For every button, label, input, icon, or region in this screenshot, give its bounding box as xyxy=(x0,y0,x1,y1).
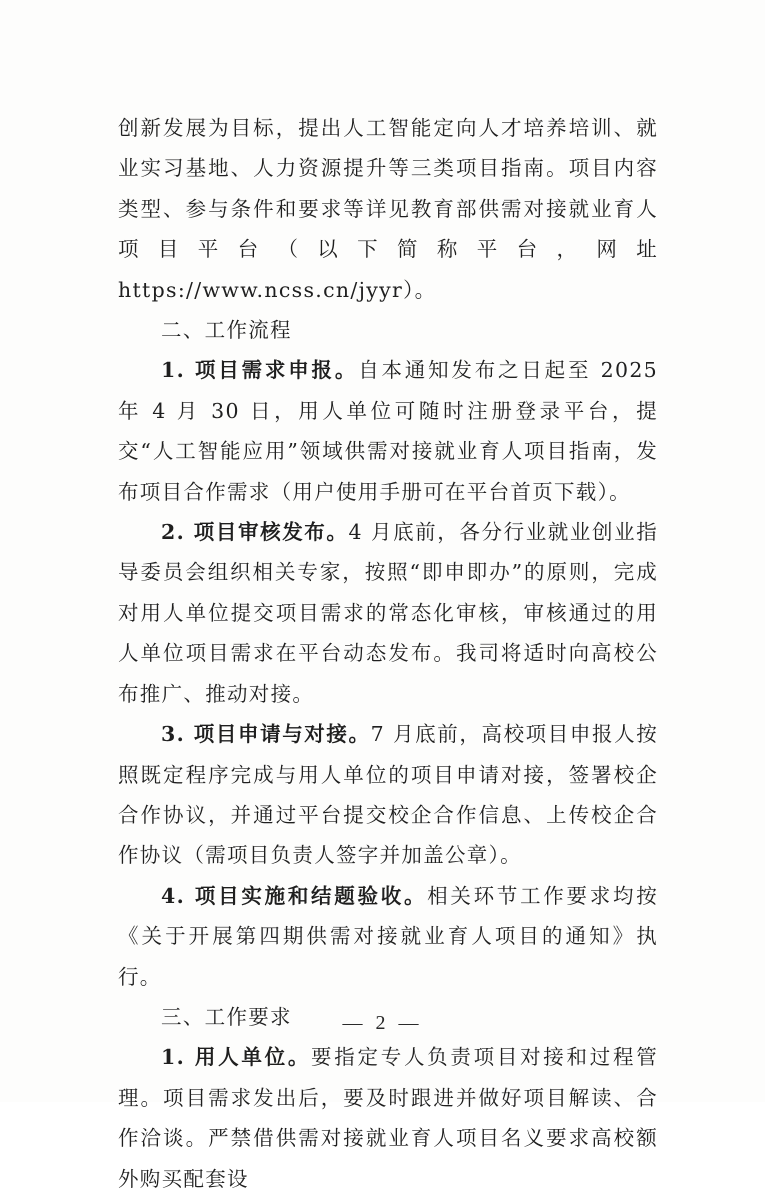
workflow-item-2 xyxy=(118,512,658,714)
item-lead: 2. 项目审核发布。 xyxy=(161,520,349,545)
workflow-item-3 xyxy=(118,714,658,876)
document-body xyxy=(118,108,658,1199)
item-text: 自本通知发布之日起至 2025 年 4 月 30 日，用人单位可随时注册登录平台，提交“人工智能应用”领域供需对接就业育人项目指南，发布项目合作需求（用户使用手册可在平台首页下载）。 xyxy=(118,358,659,504)
workflow-item-1 xyxy=(118,350,658,512)
workflow-item-4 xyxy=(118,876,658,997)
item-text: 7 月底前，高校项目申报人按照既定程序完成与用人单位的项目申请对接，签署校企合作协议，并通过平台提交校企合作信息、上传校企合作协议（需项目负责人签字并加盖公章）。 xyxy=(118,722,658,868)
item-text: 4 月底前，各分行业就业创业指导委员会组织相关专家，按照“即申即办”的原则，完成对用人单位提交项目需求的常态化审核，审核通过的用人单位项目需求在平台动态发布。我司将适时向高校公布推广、推动对接。 xyxy=(118,520,659,706)
requirement-item-1 xyxy=(118,1037,658,1199)
section-heading-workflow: 二、工作流程 xyxy=(161,318,292,343)
item-lead: 3. 项目申请与对接。 xyxy=(161,722,371,747)
item-lead: 4. 项目实施和结题验收。 xyxy=(161,883,428,908)
section-heading-requirements: 三、工作要求 xyxy=(161,1004,292,1029)
item-text: 要指定专人负责项目对接和过程管理。项目需求发出后，要及时跟进并做好项目解读、合作洽谈。严禁借供需对接就业育人项目名义要求高校额外购买配套设 xyxy=(118,1045,659,1191)
item-lead: 1. 用人单位。 xyxy=(161,1045,312,1070)
page-number: — 2 — xyxy=(342,1012,423,1034)
continuation-paragraph: 创新发展为目标，提出人工智能定向人才培养培训、就业实习基地、人力资源提升等三类项目指南。项目内容类型、参与条件和要求等详见教育部供需对接就业育人项目平台（以下简称平台，网址 https://www.ncss.cn/jyyr）。 xyxy=(118,116,658,302)
item-lead: 1. 项目需求申报。 xyxy=(161,358,359,383)
item-text: 相关环节工作要求均按《关于开展第四期供需对接就业育人项目的通知》执行。 xyxy=(118,883,659,989)
